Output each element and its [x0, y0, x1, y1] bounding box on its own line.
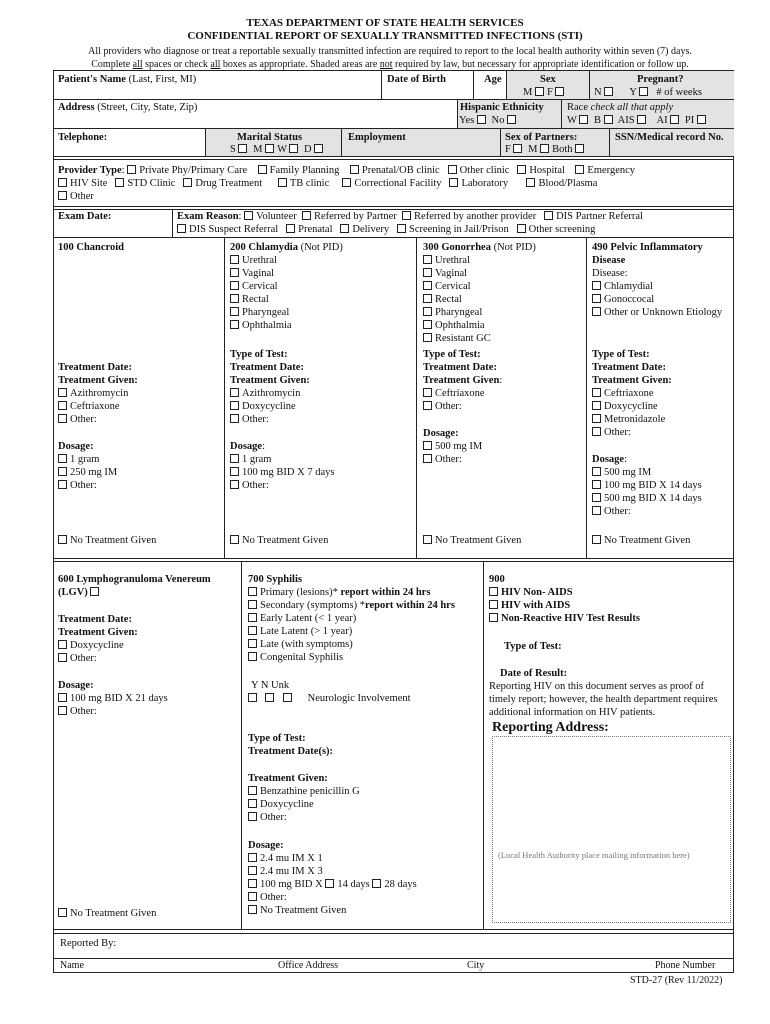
reported-name-label: Name [60, 960, 84, 971]
exam-reason-row-1: Exam Reason: Volunteer Referred by Partner Referred by another provider DIS Partner Referral [177, 211, 643, 222]
syphilis-dose-2: 2.4 mu IM X 3 [248, 865, 323, 878]
intro-line-2: Complete all spaces or check all boxes as appropriate. Shaded areas are not required by law, but necessary for appropriate identification or follow up. [91, 59, 689, 70]
checkbox[interactable] [248, 652, 257, 661]
provider-std-clinic-checkbox[interactable] [115, 178, 124, 187]
provider-emergency-checkbox[interactable] [575, 165, 584, 174]
partners-label: Sex of Partners: [505, 132, 578, 143]
checkbox[interactable] [423, 441, 432, 450]
gonorrhea-dose-1: 500 mg IM [423, 440, 482, 453]
marital-label: Marital Status [237, 132, 303, 143]
syphilis-stage-primary: Primary (lesions)* report within 24 hrs [248, 586, 430, 599]
provider-hospital-checkbox[interactable] [517, 165, 526, 174]
pid-title-2: Disease [592, 255, 626, 266]
provider-other-clinic-checkbox[interactable] [448, 165, 457, 174]
lgv-tx-2: Other: [58, 652, 97, 665]
checkbox[interactable] [248, 905, 257, 914]
pid-tx-4: Other: [592, 426, 631, 439]
checkbox[interactable] [248, 892, 257, 901]
chancroid-tx-2: Ceftriaxone [58, 400, 120, 413]
chlamydia-site-6: Ophthalmia [230, 319, 292, 332]
hispanic-no-checkbox[interactable] [507, 115, 516, 124]
sex-m-checkbox[interactable] [535, 87, 544, 96]
chlamydia-site-1: Urethral [230, 254, 277, 267]
chlamydia-dose-2: 100 mg BID X 7 days [230, 466, 334, 479]
lgv-dosage: Dosage: [58, 680, 94, 691]
checkbox[interactable] [230, 268, 239, 277]
chancroid-no-treatment: No Treatment Given [58, 534, 156, 547]
checkbox[interactable] [489, 613, 498, 622]
checkbox[interactable] [248, 866, 257, 875]
gonorrhea-site-5: Pharyngeal [423, 306, 482, 319]
provider-tb-clinic-checkbox[interactable] [278, 178, 287, 187]
hiv-test: Type of Test: [504, 641, 562, 652]
checkbox[interactable] [489, 587, 498, 596]
marital-s-checkbox[interactable] [238, 144, 247, 153]
lgv-tx-1: Doxycycline [58, 639, 124, 652]
exam-date-label: Exam Date: [58, 211, 112, 222]
checkbox[interactable] [423, 333, 432, 342]
exam-dis-suspect-checkbox[interactable] [177, 224, 186, 233]
checkbox[interactable] [423, 281, 432, 290]
checkbox[interactable] [423, 307, 432, 316]
marital-m-checkbox[interactable] [265, 144, 274, 153]
hiv-note-2: timely report; however, the health department requires [489, 694, 718, 705]
checkbox[interactable] [248, 799, 257, 808]
pregnant-y-checkbox[interactable] [639, 87, 648, 96]
checkbox[interactable] [230, 255, 239, 264]
checkbox[interactable] [58, 467, 67, 476]
gonorrhea-test: Type of Test: [423, 349, 481, 360]
lgv-treatment-date: Treatment Date: [58, 614, 132, 625]
neuro-y-checkbox[interactable] [248, 693, 257, 702]
pid-treatment-date: Treatment Date: [592, 362, 666, 373]
gonorrhea-site-4: Rectal [423, 293, 462, 306]
checkbox[interactable] [592, 294, 601, 303]
checkbox[interactable] [592, 427, 601, 436]
dose-14-days-checkbox[interactable] [325, 879, 334, 888]
syphilis-stage-3: Early Latent (< 1 year) [248, 612, 356, 625]
marital-options: S M W D [230, 143, 326, 156]
chlamydia-no-treatment: No Treatment Given [230, 534, 328, 547]
checkbox[interactable] [248, 786, 257, 795]
race-ais-checkbox[interactable] [637, 115, 646, 124]
chancroid-dose-3: Other: [58, 479, 97, 492]
dose-28-days-checkbox[interactable] [372, 879, 381, 888]
patient-name-label: Patient's Name (Last, First, MI) [58, 74, 197, 85]
chlamydia-treatment-given: Treatment Given: [230, 375, 310, 386]
provider-family-planning-checkbox[interactable] [258, 165, 267, 174]
checkbox[interactable] [423, 388, 432, 397]
pid-no-treatment: No Treatment Given [592, 534, 690, 547]
gonorrhea-tx-2: Other: [423, 400, 462, 413]
checkbox[interactable] [58, 454, 67, 463]
syphilis-treatment-given: Treatment Given: [248, 773, 328, 784]
hispanic-label: Hispanic Ethnicity [460, 102, 544, 113]
checkbox[interactable] [423, 401, 432, 410]
reported-by-label: Reported By: [60, 938, 117, 949]
syphilis-tx-3: Other: [248, 811, 287, 824]
chlamydia-test: Type of Test: [230, 349, 288, 360]
partner-f-checkbox[interactable] [513, 144, 522, 153]
syphilis-dose-3: 100 mg BID X 14 days 28 days [248, 878, 417, 891]
pid-tx-1: Ceftriaxone [592, 387, 654, 400]
hiv-title: 900 [489, 574, 505, 585]
partner-m-checkbox[interactable] [540, 144, 549, 153]
ssn-label: SSN/Medical record No. [615, 132, 724, 143]
checkbox[interactable] [592, 535, 601, 544]
gonorrhea-dose-2: Other: [423, 453, 462, 466]
chlamydia-site-4: Rectal [230, 293, 269, 306]
report-form [53, 70, 734, 973]
checkbox[interactable] [230, 388, 239, 397]
checkbox[interactable] [423, 294, 432, 303]
checkbox[interactable] [592, 401, 601, 410]
pid-dosage: Dosage: [592, 454, 628, 465]
syphilis-title: 700 Syphilis [248, 574, 302, 585]
gonorrhea-site-7: Resistant GC [423, 332, 491, 345]
provider-laboratory-checkbox[interactable] [449, 178, 458, 187]
syphilis-no-treatment: No Treatment Given [248, 904, 346, 917]
lgv-dose-2: Other: [58, 705, 97, 718]
provider-blood-plasma-checkbox[interactable] [526, 178, 535, 187]
telephone-label: Telephone: [58, 132, 108, 143]
address-label: Address (Street, City, State, Zip) [58, 102, 198, 113]
lgv-title-1: 600 Lymphogranuloma Venereum [58, 574, 211, 585]
chancroid-tx-1: Azithromycin [58, 387, 128, 400]
checkbox[interactable] [230, 281, 239, 290]
provider-prenatal-checkbox[interactable] [350, 165, 359, 174]
hiv-note-1: Reporting HIV on this document serves as proof of [489, 681, 705, 692]
gonorrhea-site-2: Vaginal [423, 267, 467, 280]
provider-hiv-site-checkbox[interactable] [58, 178, 67, 187]
dob-label: Date of Birth [387, 74, 446, 85]
checkbox[interactable] [248, 613, 257, 622]
hiv-opt-1: HIV Non- AIDS [489, 586, 573, 599]
syphilis-tx-1: Benzathine penicillin G [248, 785, 360, 798]
neuro-unk-checkbox[interactable] [283, 693, 292, 702]
checkbox[interactable] [423, 320, 432, 329]
pid-dose-1: 500 mg IM [592, 466, 651, 479]
hispanic-yes-checkbox[interactable] [477, 115, 486, 124]
gonorrhea-site-1: Urethral [423, 254, 470, 267]
syphilis-dose-4: Other: [248, 891, 287, 904]
exam-dis-partner-checkbox[interactable] [544, 211, 553, 220]
hiv-opt-2: HIV with AIDS [489, 599, 570, 612]
pid-title-1: 490 Pelvic Inflammatory [592, 242, 703, 253]
checkbox[interactable] [423, 535, 432, 544]
checkbox[interactable] [489, 600, 498, 609]
lgv-checkbox[interactable] [90, 587, 99, 596]
checkbox[interactable] [592, 414, 601, 423]
checkbox[interactable] [248, 879, 257, 888]
gonorrhea-no-treatment: No Treatment Given [423, 534, 521, 547]
checkbox[interactable] [248, 587, 257, 596]
exam-provider-referral-checkbox[interactable] [402, 211, 411, 220]
checkbox[interactable] [230, 414, 239, 423]
syphilis-stage-6: Congenital Syphilis [248, 651, 343, 664]
pid-dose-3: 500 mg BID X 14 days [592, 492, 702, 505]
chlamydia-tx-1: Azithromycin [230, 387, 300, 400]
syphilis-neuro: Neurologic Involvement [248, 692, 411, 705]
partners-options: F M Both [505, 143, 587, 156]
race-ai-checkbox[interactable] [670, 115, 679, 124]
lgv-dose-1: 100 mg BID X 21 days [58, 692, 168, 705]
checkbox[interactable] [230, 307, 239, 316]
checkbox[interactable] [230, 454, 239, 463]
provider-correctional-checkbox[interactable] [342, 178, 351, 187]
partner-both-checkbox[interactable] [575, 144, 584, 153]
pid-dose-4: Other: [592, 505, 631, 518]
pid-opt-2: Gonoccocal [592, 293, 654, 306]
lgv-treatment-given: Treatment Given: [58, 627, 138, 638]
provider-row-3: Other [58, 190, 94, 203]
hiv-opt-3: Non-Reactive HIV Test Results [489, 612, 640, 625]
form-id: STD-27 (Rev 11/2022) [630, 975, 723, 986]
exam-other-screening-checkbox[interactable] [517, 224, 526, 233]
pid-disease-label: Disease: [592, 268, 628, 279]
checkbox[interactable] [230, 467, 239, 476]
checkbox[interactable] [592, 281, 601, 290]
pregnant-options: N Y # of weeks [594, 87, 702, 98]
checkbox[interactable] [248, 626, 257, 635]
exam-partner-referral-checkbox[interactable] [302, 211, 311, 220]
checkbox[interactable] [592, 480, 601, 489]
syphilis-tx-2: Doxycycline [248, 798, 314, 811]
lgv-no-treatment: No Treatment Given [58, 907, 156, 920]
exam-jail-checkbox[interactable] [397, 224, 406, 233]
provider-other-checkbox[interactable] [58, 191, 67, 200]
exam-volunteer-checkbox[interactable] [244, 211, 253, 220]
chlamydia-treatment-date: Treatment Date: [230, 362, 304, 373]
pid-opt-1: Chlamydial [592, 280, 653, 293]
gonorrhea-site-3: Cervical [423, 280, 471, 293]
checkbox[interactable] [423, 268, 432, 277]
age-label: Age [484, 74, 502, 85]
checkbox[interactable] [58, 388, 67, 397]
checkbox[interactable] [423, 454, 432, 463]
race-pi-checkbox[interactable] [697, 115, 706, 124]
lgv-title-2: (LGV) [58, 586, 102, 599]
checkbox[interactable] [58, 908, 67, 917]
chlamydia-title: 200 Chlamydia (Not PID) [230, 242, 343, 253]
sex-options: M F [523, 86, 567, 99]
chancroid-dosage: Dosage: [58, 441, 94, 452]
hiv-note-3: additional information on HIV patients. [489, 707, 656, 718]
checkbox[interactable] [592, 388, 601, 397]
pid-tx-3: Metronidazole [592, 413, 665, 426]
checkbox[interactable] [58, 401, 67, 410]
checkbox[interactable] [592, 506, 601, 515]
gonorrhea-site-6: Ophthalmia [423, 319, 485, 332]
chancroid-treatment-date: Treatment Date: [58, 362, 132, 373]
checkbox[interactable] [230, 294, 239, 303]
checkbox[interactable] [58, 653, 67, 662]
checkbox[interactable] [248, 853, 257, 862]
chlamydia-site-5: Pharyngeal [230, 306, 289, 319]
chancroid-tx-3: Other: [58, 413, 97, 426]
exam-reason-row-2: DIS Suspect Referral Prenatal Delivery Screening in Jail/Prison Other screening [177, 223, 595, 236]
checkbox[interactable] [58, 706, 67, 715]
intro-line-1: All providers who diagnose or treat a reportable sexually transmitted infection are required to report to the local health authority within seven (7) days. [88, 46, 692, 57]
marital-w-checkbox[interactable] [289, 144, 298, 153]
employment-label: Employment [348, 132, 406, 143]
syphilis-stage-5: Late (with symptoms) [248, 638, 353, 651]
gonorrhea-treatment-date: Treatment Date: [423, 362, 497, 373]
form-subtitle: CONFIDENTIAL REPORT OF SEXUALLY TRANSMITTED INFECTIONS (STI) [187, 30, 583, 42]
provider-row-1: Provider Type: Private Phy/Primary Care Family Planning Prenatal/OB clinic Other clinic Hospital Emergency [58, 165, 636, 176]
pid-test: Type of Test: [592, 349, 650, 360]
checkbox[interactable] [423, 255, 432, 264]
chlamydia-site-2: Vaginal [230, 267, 274, 280]
race-label: Race check all that apply [567, 102, 674, 113]
reported-phone-label: Phone Number [655, 960, 716, 971]
chlamydia-tx-2: Doxycycline [230, 400, 296, 413]
provider-private-checkbox[interactable] [127, 165, 136, 174]
gonorrhea-dosage: Dosage: [423, 428, 459, 439]
provider-drug-treatment-checkbox[interactable] [183, 178, 192, 187]
checkbox[interactable] [230, 401, 239, 410]
reported-city-label: City [467, 960, 485, 971]
checkbox[interactable] [592, 467, 601, 476]
sex-f-checkbox[interactable] [555, 87, 564, 96]
syphilis-dose-1: 2.4 mu IM X 1 [248, 852, 323, 865]
syphilis-ynu-label: Y N Unk [251, 680, 290, 691]
syphilis-test: Type of Test: [248, 733, 306, 744]
checkbox[interactable] [58, 480, 67, 489]
checkbox[interactable] [58, 693, 67, 702]
hiv-result: Date of Result: [500, 668, 568, 679]
chancroid-title: 100 Chancroid [58, 242, 125, 253]
provider-row-2: HIV Site STD Clinic Drug Treatment TB clinic Correctional Facility Laboratory Blood/Plasma [58, 177, 597, 190]
marital-d-checkbox[interactable] [314, 144, 323, 153]
reporting-address-box[interactable] [492, 736, 731, 923]
syphilis-dosage: Dosage: [248, 840, 284, 851]
pid-opt-3: Other or Unknown Etiology [592, 306, 722, 319]
form-title: TEXAS DEPARTMENT OF STATE HEALTH SERVICES [246, 17, 524, 29]
syphilis-stage-secondary: Secondary (symptoms) *report within 24 hrs [248, 599, 455, 612]
chlamydia-dose-3: Other: [230, 479, 269, 492]
race-b-checkbox[interactable] [604, 115, 613, 124]
gonorrhea-tx-1: Ceftriaxone [423, 387, 485, 400]
checkbox[interactable] [248, 812, 257, 821]
reported-office-label: Office Address [278, 960, 339, 971]
chancroid-treatment-given: Treatment Given: [58, 375, 138, 386]
checkbox[interactable] [230, 320, 239, 329]
hispanic-options: Yes No [459, 114, 519, 127]
pregnant-n-checkbox[interactable] [604, 87, 613, 96]
checkbox[interactable] [592, 307, 601, 316]
chancroid-dose-1: 1 gram [58, 453, 99, 466]
race-w-checkbox[interactable] [579, 115, 588, 124]
chancroid-dose-2: 250 mg IM [58, 466, 117, 479]
gonorrhea-title: 300 Gonorrhea (Not PID) [423, 242, 536, 253]
syphilis-treatment-dates: Treatment Date(s): [248, 746, 334, 757]
pid-treatment-given: Treatment Given: [592, 375, 672, 386]
sex-label: Sex [540, 74, 556, 85]
pregnant-label: Pregnant? [637, 74, 684, 85]
checkbox[interactable] [58, 640, 67, 649]
exam-prenatal-checkbox[interactable] [286, 224, 295, 233]
race-options: W B AIS AI PI [567, 114, 709, 127]
neuro-n-checkbox[interactable] [265, 693, 274, 702]
reporting-address-heading: Reporting Address: [492, 720, 609, 735]
chlamydia-site-3: Cervical [230, 280, 278, 293]
checkbox[interactable] [58, 414, 67, 423]
pid-tx-2: Doxycycline [592, 400, 658, 413]
checkbox[interactable] [592, 493, 601, 502]
checkbox[interactable] [58, 535, 67, 544]
checkbox[interactable] [248, 600, 257, 609]
checkbox[interactable] [230, 535, 239, 544]
checkbox[interactable] [248, 639, 257, 648]
syphilis-stage-4: Late Latent (> 1 year) [248, 625, 352, 638]
exam-delivery-checkbox[interactable] [340, 224, 349, 233]
chlamydia-dosage: Dosage: [230, 441, 266, 452]
gonorrhea-treatment-given: Treatment Given: [423, 375, 503, 386]
pid-dose-2: 100 mg BID X 14 days [592, 479, 702, 492]
reporting-address-hint: (Local Health Authority place mailing information here) [498, 850, 690, 860]
checkbox[interactable] [230, 480, 239, 489]
chlamydia-tx-3: Other: [230, 413, 269, 426]
chlamydia-dose-1: 1 gram [230, 453, 271, 466]
